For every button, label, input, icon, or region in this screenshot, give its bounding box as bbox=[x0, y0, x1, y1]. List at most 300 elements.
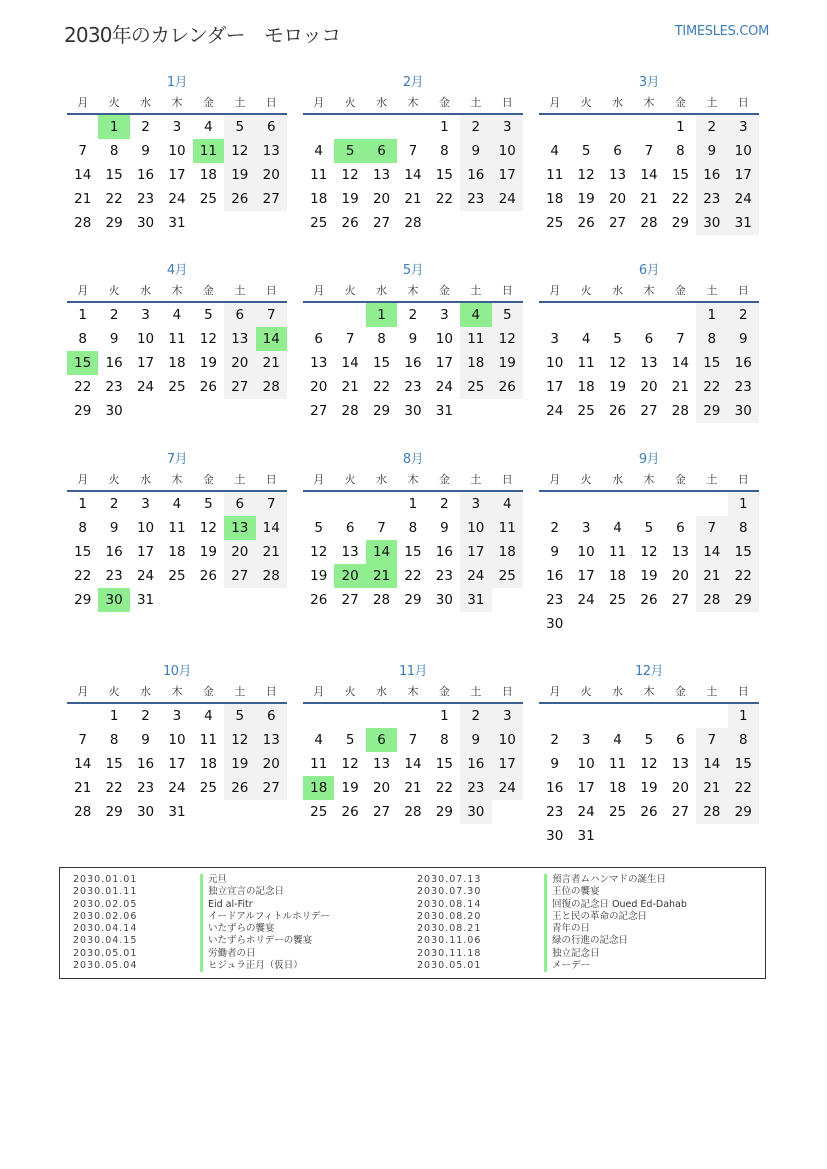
day-cell[interactable]: 16 bbox=[105, 355, 123, 371]
day-cell[interactable]: 4 bbox=[314, 143, 323, 159]
day-cell[interactable]: 17 bbox=[492, 163, 523, 187]
holiday-day-cell[interactable]: 21 bbox=[366, 564, 397, 588]
day-cell[interactable]: 3 bbox=[141, 496, 150, 512]
day-cell[interactable]: 7 bbox=[256, 303, 287, 327]
holiday-day-cell[interactable]: 13 bbox=[224, 516, 255, 540]
day-cell[interactable]: 26 bbox=[640, 804, 658, 820]
day-cell[interactable]: 9 bbox=[460, 728, 491, 752]
day-cell[interactable]: 11 bbox=[168, 331, 186, 347]
day-cell[interactable]: 29 bbox=[435, 804, 453, 820]
day-cell[interactable]: 2 bbox=[728, 303, 759, 327]
day-cell[interactable]: 19 bbox=[199, 355, 217, 371]
day-cell[interactable]: 26 bbox=[577, 215, 595, 231]
day-cell[interactable]: 30 bbox=[136, 804, 155, 820]
day-cell[interactable]: 8 bbox=[440, 143, 449, 159]
day-cell[interactable]: 8 bbox=[109, 143, 119, 159]
day-cell[interactable]: 18 bbox=[199, 756, 217, 772]
day-cell[interactable]: 26 bbox=[199, 568, 217, 584]
day-cell[interactable]: 13 bbox=[256, 139, 287, 163]
holiday-day-cell[interactable]: 30 bbox=[98, 588, 129, 612]
day-cell[interactable]: 27 bbox=[341, 592, 359, 608]
day-cell[interactable]: 2 bbox=[460, 704, 491, 728]
day-cell[interactable]: 18 bbox=[199, 167, 217, 183]
day-cell[interactable]: 19 bbox=[224, 163, 255, 187]
day-cell[interactable]: 26 bbox=[341, 215, 359, 231]
day-cell[interactable]: 24 bbox=[492, 187, 523, 211]
day-cell[interactable]: 2 bbox=[696, 115, 727, 139]
day-cell[interactable]: 7 bbox=[345, 331, 355, 347]
day-cell[interactable]: 21 bbox=[404, 780, 422, 796]
day-cell[interactable]: 28 bbox=[341, 403, 359, 419]
day-cell[interactable]: 6 bbox=[314, 331, 323, 347]
day-cell[interactable]: 14 bbox=[404, 756, 422, 772]
day-cell[interactable]: 26 bbox=[224, 187, 255, 211]
day-cell[interactable]: 12 bbox=[640, 544, 658, 560]
day-cell[interactable]: 18 bbox=[546, 191, 564, 207]
day-cell[interactable]: 27 bbox=[372, 804, 391, 820]
day-cell[interactable]: 16 bbox=[404, 355, 422, 371]
day-cell[interactable]: 26 bbox=[224, 776, 255, 800]
day-cell[interactable]: 2 bbox=[141, 708, 150, 724]
day-cell[interactable]: 16 bbox=[136, 167, 155, 183]
day-cell[interactable]: 12 bbox=[640, 756, 658, 772]
day-cell[interactable]: 1 bbox=[696, 303, 727, 327]
day-cell[interactable]: 14 bbox=[696, 540, 727, 564]
day-cell[interactable]: 1 bbox=[109, 708, 119, 724]
day-cell[interactable]: 27 bbox=[671, 804, 689, 820]
day-cell[interactable]: 19 bbox=[224, 752, 255, 776]
day-cell[interactable]: 2 bbox=[460, 115, 491, 139]
day-cell[interactable]: 16 bbox=[136, 756, 155, 772]
day-cell[interactable]: 11 bbox=[199, 732, 217, 748]
day-cell[interactable]: 22 bbox=[74, 568, 92, 584]
day-cell[interactable]: 10 bbox=[492, 139, 523, 163]
day-cell[interactable]: 24 bbox=[492, 776, 523, 800]
day-cell[interactable]: 9 bbox=[728, 327, 759, 351]
day-cell[interactable]: 23 bbox=[546, 592, 564, 608]
day-cell[interactable]: 24 bbox=[546, 403, 564, 419]
day-cell[interactable]: 4 bbox=[550, 143, 559, 159]
day-cell[interactable]: 19 bbox=[492, 351, 523, 375]
day-cell[interactable]: 22 bbox=[696, 375, 727, 399]
day-cell[interactable]: 23 bbox=[696, 187, 727, 211]
day-cell[interactable]: 30 bbox=[136, 215, 155, 231]
day-cell[interactable]: 16 bbox=[546, 780, 564, 796]
day-cell[interactable]: 13 bbox=[671, 756, 689, 772]
day-cell[interactable]: 7 bbox=[78, 732, 87, 748]
day-cell[interactable]: 23 bbox=[546, 804, 564, 820]
day-cell[interactable]: 18 bbox=[608, 780, 627, 796]
day-cell[interactable]: 21 bbox=[74, 780, 92, 796]
day-cell[interactable]: 17 bbox=[435, 355, 453, 371]
day-cell[interactable]: 2 bbox=[141, 119, 150, 135]
day-cell[interactable]: 10 bbox=[435, 331, 453, 347]
day-cell[interactable]: 29 bbox=[372, 403, 391, 419]
day-cell[interactable]: 25 bbox=[546, 215, 564, 231]
day-cell[interactable]: 23 bbox=[105, 568, 123, 584]
day-cell[interactable]: 3 bbox=[492, 115, 523, 139]
day-cell[interactable]: 1 bbox=[440, 119, 449, 135]
day-cell[interactable]: 31 bbox=[136, 592, 155, 608]
day-cell[interactable]: 10 bbox=[577, 544, 595, 560]
day-cell[interactable]: 6 bbox=[676, 732, 685, 748]
day-cell[interactable]: 8 bbox=[377, 331, 386, 347]
day-cell[interactable]: 29 bbox=[728, 800, 759, 824]
day-cell[interactable]: 14 bbox=[696, 752, 727, 776]
day-cell[interactable]: 28 bbox=[404, 804, 422, 820]
day-cell[interactable]: 30 bbox=[546, 828, 564, 844]
day-cell[interactable]: 7 bbox=[696, 516, 727, 540]
day-cell[interactable]: 31 bbox=[168, 215, 186, 231]
day-cell[interactable]: 18 bbox=[310, 191, 328, 207]
day-cell[interactable]: 7 bbox=[408, 732, 418, 748]
day-cell[interactable]: 4 bbox=[581, 331, 591, 347]
day-cell[interactable]: 21 bbox=[341, 379, 359, 395]
day-cell[interactable]: 15 bbox=[74, 544, 92, 560]
day-cell[interactable]: 3 bbox=[172, 119, 182, 135]
holiday-day-cell[interactable]: 14 bbox=[366, 540, 397, 564]
day-cell[interactable]: 29 bbox=[105, 215, 123, 231]
day-cell[interactable]: 9 bbox=[141, 732, 150, 748]
day-cell[interactable]: 14 bbox=[74, 167, 92, 183]
day-cell[interactable]: 28 bbox=[404, 215, 422, 231]
day-cell[interactable]: 17 bbox=[168, 167, 186, 183]
day-cell[interactable]: 13 bbox=[310, 355, 328, 371]
day-cell[interactable]: 24 bbox=[136, 379, 155, 395]
day-cell[interactable]: 29 bbox=[671, 215, 689, 231]
day-cell[interactable]: 9 bbox=[109, 331, 119, 347]
day-cell[interactable]: 19 bbox=[577, 191, 595, 207]
day-cell[interactable]: 15 bbox=[372, 355, 391, 371]
holiday-day-cell[interactable]: 6 bbox=[366, 728, 397, 752]
day-cell[interactable]: 22 bbox=[435, 191, 453, 207]
day-cell[interactable]: 14 bbox=[404, 167, 422, 183]
day-cell[interactable]: 24 bbox=[460, 564, 491, 588]
day-cell[interactable]: 20 bbox=[640, 379, 658, 395]
day-cell[interactable]: 19 bbox=[341, 191, 359, 207]
day-cell[interactable]: 15 bbox=[105, 756, 123, 772]
day-cell[interactable]: 6 bbox=[224, 303, 255, 327]
day-cell[interactable]: 3 bbox=[728, 115, 759, 139]
day-cell[interactable]: 17 bbox=[168, 756, 186, 772]
day-cell[interactable]: 10 bbox=[168, 732, 186, 748]
day-cell[interactable]: 20 bbox=[256, 163, 287, 187]
day-cell[interactable]: 4 bbox=[172, 496, 182, 512]
day-cell[interactable]: 22 bbox=[372, 379, 391, 395]
day-cell[interactable]: 18 bbox=[608, 568, 627, 584]
day-cell[interactable]: 24 bbox=[168, 780, 186, 796]
day-cell[interactable]: 6 bbox=[256, 115, 287, 139]
day-cell[interactable]: 14 bbox=[341, 355, 359, 371]
day-cell[interactable]: 4 bbox=[492, 492, 523, 516]
day-cell[interactable]: 15 bbox=[105, 167, 123, 183]
day-cell[interactable]: 12 bbox=[199, 520, 217, 536]
day-cell[interactable]: 7 bbox=[408, 143, 418, 159]
day-cell[interactable]: 11 bbox=[310, 167, 328, 183]
day-cell[interactable]: 5 bbox=[581, 143, 591, 159]
day-cell[interactable]: 23 bbox=[460, 187, 491, 211]
day-cell[interactable]: 18 bbox=[460, 351, 491, 375]
day-cell[interactable]: 8 bbox=[440, 732, 449, 748]
day-cell[interactable]: 19 bbox=[199, 544, 217, 560]
day-cell[interactable]: 24 bbox=[577, 804, 595, 820]
day-cell[interactable]: 26 bbox=[640, 592, 658, 608]
day-cell[interactable]: 23 bbox=[460, 776, 491, 800]
holiday-day-cell[interactable]: 1 bbox=[98, 115, 129, 139]
day-cell[interactable]: 30 bbox=[404, 403, 422, 419]
day-cell[interactable]: 5 bbox=[345, 732, 355, 748]
day-cell[interactable]: 20 bbox=[608, 191, 627, 207]
day-cell[interactable]: 16 bbox=[728, 351, 759, 375]
day-cell[interactable]: 11 bbox=[608, 756, 627, 772]
day-cell[interactable]: 23 bbox=[136, 191, 155, 207]
day-cell[interactable]: 12 bbox=[608, 355, 627, 371]
day-cell[interactable]: 29 bbox=[728, 588, 759, 612]
day-cell[interactable]: 19 bbox=[608, 379, 627, 395]
day-cell[interactable]: 17 bbox=[136, 544, 155, 560]
day-cell[interactable]: 5 bbox=[613, 331, 622, 347]
day-cell[interactable]: 10 bbox=[168, 143, 186, 159]
day-cell[interactable]: 15 bbox=[696, 351, 727, 375]
day-cell[interactable]: 27 bbox=[310, 403, 328, 419]
day-cell[interactable]: 21 bbox=[256, 351, 287, 375]
day-cell[interactable]: 25 bbox=[168, 568, 186, 584]
day-cell[interactable]: 24 bbox=[168, 191, 186, 207]
day-cell[interactable]: 23 bbox=[136, 780, 155, 796]
day-cell[interactable]: 24 bbox=[728, 187, 759, 211]
day-cell[interactable]: 4 bbox=[172, 307, 182, 323]
day-cell[interactable]: 11 bbox=[168, 520, 186, 536]
day-cell[interactable]: 27 bbox=[256, 776, 287, 800]
day-cell[interactable]: 2 bbox=[550, 732, 559, 748]
day-cell[interactable]: 17 bbox=[577, 568, 595, 584]
day-cell[interactable]: 5 bbox=[224, 115, 255, 139]
day-cell[interactable]: 30 bbox=[728, 399, 759, 423]
day-cell[interactable]: 28 bbox=[696, 800, 727, 824]
day-cell[interactable]: 9 bbox=[550, 544, 559, 560]
day-cell[interactable]: 16 bbox=[460, 163, 491, 187]
day-cell[interactable]: 30 bbox=[105, 403, 123, 419]
day-cell[interactable]: 7 bbox=[676, 331, 685, 347]
day-cell[interactable]: 8 bbox=[728, 728, 759, 752]
day-cell[interactable]: 5 bbox=[204, 307, 213, 323]
day-cell[interactable]: 22 bbox=[74, 379, 92, 395]
day-cell[interactable]: 1 bbox=[440, 708, 449, 724]
day-cell[interactable]: 12 bbox=[492, 327, 523, 351]
day-cell[interactable]: 10 bbox=[460, 516, 491, 540]
day-cell[interactable]: 7 bbox=[696, 728, 727, 752]
day-cell[interactable]: 22 bbox=[728, 776, 759, 800]
day-cell[interactable]: 7 bbox=[78, 143, 87, 159]
day-cell[interactable]: 17 bbox=[728, 163, 759, 187]
day-cell[interactable]: 4 bbox=[613, 520, 622, 536]
day-cell[interactable]: 29 bbox=[404, 592, 422, 608]
day-cell[interactable]: 27 bbox=[608, 215, 627, 231]
day-cell[interactable]: 9 bbox=[141, 143, 150, 159]
day-cell[interactable]: 20 bbox=[256, 752, 287, 776]
day-cell[interactable]: 16 bbox=[546, 568, 564, 584]
day-cell[interactable]: 29 bbox=[74, 592, 92, 608]
day-cell[interactable]: 26 bbox=[341, 804, 359, 820]
day-cell[interactable]: 18 bbox=[577, 379, 595, 395]
day-cell[interactable]: 6 bbox=[676, 520, 685, 536]
day-cell[interactable]: 28 bbox=[256, 375, 287, 399]
day-cell[interactable]: 20 bbox=[224, 351, 255, 375]
day-cell[interactable]: 25 bbox=[577, 403, 595, 419]
day-cell[interactable]: 13 bbox=[671, 544, 689, 560]
day-cell[interactable]: 1 bbox=[78, 307, 87, 323]
day-cell[interactable]: 27 bbox=[224, 564, 255, 588]
day-cell[interactable]: 30 bbox=[696, 211, 727, 235]
day-cell[interactable]: 3 bbox=[550, 331, 559, 347]
day-cell[interactable]: 15 bbox=[671, 167, 689, 183]
day-cell[interactable]: 4 bbox=[314, 732, 323, 748]
day-cell[interactable]: 7 bbox=[377, 520, 386, 536]
day-cell[interactable]: 22 bbox=[404, 568, 422, 584]
day-cell[interactable]: 21 bbox=[404, 191, 422, 207]
day-cell[interactable]: 18 bbox=[168, 355, 186, 371]
day-cell[interactable]: 3 bbox=[460, 492, 491, 516]
day-cell[interactable]: 14 bbox=[256, 516, 287, 540]
day-cell[interactable]: 12 bbox=[341, 167, 359, 183]
day-cell[interactable]: 27 bbox=[372, 215, 391, 231]
day-cell[interactable]: 21 bbox=[671, 379, 689, 395]
day-cell[interactable]: 9 bbox=[460, 139, 491, 163]
day-cell[interactable]: 6 bbox=[644, 331, 654, 347]
day-cell[interactable]: 28 bbox=[256, 564, 287, 588]
day-cell[interactable]: 12 bbox=[577, 167, 595, 183]
day-cell[interactable]: 12 bbox=[224, 728, 255, 752]
day-cell[interactable]: 1 bbox=[676, 119, 685, 135]
day-cell[interactable]: 13 bbox=[640, 355, 658, 371]
day-cell[interactable]: 4 bbox=[204, 119, 213, 135]
day-cell[interactable]: 10 bbox=[728, 139, 759, 163]
day-cell[interactable]: 25 bbox=[310, 215, 328, 231]
day-cell[interactable]: 29 bbox=[105, 804, 123, 820]
day-cell[interactable]: 6 bbox=[345, 520, 355, 536]
day-cell[interactable]: 19 bbox=[310, 568, 328, 584]
day-cell[interactable]: 16 bbox=[460, 752, 491, 776]
day-cell[interactable]: 13 bbox=[608, 167, 627, 183]
day-cell[interactable]: 4 bbox=[204, 708, 213, 724]
holiday-day-cell[interactable]: 20 bbox=[334, 564, 365, 588]
day-cell[interactable]: 13 bbox=[256, 728, 287, 752]
day-cell[interactable]: 3 bbox=[440, 307, 449, 323]
day-cell[interactable]: 8 bbox=[78, 331, 87, 347]
day-cell[interactable]: 31 bbox=[460, 588, 491, 612]
day-cell[interactable]: 20 bbox=[372, 780, 391, 796]
day-cell[interactable]: 24 bbox=[577, 592, 595, 608]
day-cell[interactable]: 21 bbox=[696, 564, 727, 588]
day-cell[interactable]: 10 bbox=[577, 756, 595, 772]
day-cell[interactable]: 28 bbox=[372, 592, 391, 608]
day-cell[interactable]: 25 bbox=[199, 780, 217, 796]
day-cell[interactable]: 10 bbox=[546, 355, 564, 371]
day-cell[interactable]: 3 bbox=[172, 708, 182, 724]
day-cell[interactable]: 20 bbox=[372, 191, 391, 207]
day-cell[interactable]: 8 bbox=[676, 143, 685, 159]
day-cell[interactable]: 15 bbox=[435, 756, 453, 772]
day-cell[interactable]: 1 bbox=[408, 496, 418, 512]
holiday-day-cell[interactable]: 18 bbox=[303, 776, 334, 800]
day-cell[interactable]: 3 bbox=[581, 520, 591, 536]
day-cell[interactable]: 3 bbox=[141, 307, 150, 323]
day-cell[interactable]: 10 bbox=[136, 331, 155, 347]
day-cell[interactable]: 20 bbox=[671, 780, 689, 796]
day-cell[interactable]: 9 bbox=[109, 520, 119, 536]
day-cell[interactable]: 23 bbox=[404, 379, 422, 395]
day-cell[interactable]: 15 bbox=[728, 752, 759, 776]
day-cell[interactable]: 30 bbox=[435, 592, 453, 608]
day-cell[interactable]: 24 bbox=[435, 379, 453, 395]
day-cell[interactable]: 31 bbox=[577, 828, 595, 844]
holiday-day-cell[interactable]: 6 bbox=[366, 139, 397, 163]
day-cell[interactable]: 19 bbox=[640, 568, 658, 584]
day-cell[interactable]: 25 bbox=[199, 191, 217, 207]
day-cell[interactable]: 11 bbox=[608, 544, 627, 560]
day-cell[interactable]: 9 bbox=[440, 520, 449, 536]
day-cell[interactable]: 13 bbox=[341, 544, 359, 560]
day-cell[interactable]: 25 bbox=[608, 804, 627, 820]
day-cell[interactable]: 18 bbox=[168, 544, 186, 560]
day-cell[interactable]: 5 bbox=[314, 520, 323, 536]
day-cell[interactable]: 28 bbox=[696, 588, 727, 612]
day-cell[interactable]: 6 bbox=[256, 704, 287, 728]
day-cell[interactable]: 28 bbox=[74, 804, 92, 820]
day-cell[interactable]: 25 bbox=[168, 379, 186, 395]
day-cell[interactable]: 15 bbox=[435, 167, 453, 183]
day-cell[interactable]: 9 bbox=[408, 331, 418, 347]
day-cell[interactable]: 21 bbox=[74, 191, 92, 207]
day-cell[interactable]: 21 bbox=[640, 191, 658, 207]
day-cell[interactable]: 2 bbox=[440, 496, 449, 512]
day-cell[interactable]: 5 bbox=[204, 496, 213, 512]
day-cell[interactable]: 11 bbox=[546, 167, 564, 183]
day-cell[interactable]: 27 bbox=[256, 187, 287, 211]
holiday-day-cell[interactable]: 1 bbox=[366, 303, 397, 327]
day-cell[interactable]: 21 bbox=[696, 776, 727, 800]
day-cell[interactable]: 12 bbox=[341, 756, 359, 772]
day-cell[interactable]: 1 bbox=[78, 496, 87, 512]
day-cell[interactable]: 13 bbox=[224, 327, 255, 351]
day-cell[interactable]: 9 bbox=[696, 139, 727, 163]
day-cell[interactable]: 23 bbox=[435, 568, 453, 584]
day-cell[interactable]: 8 bbox=[696, 327, 727, 351]
day-cell[interactable]: 25 bbox=[310, 804, 328, 820]
day-cell[interactable]: 20 bbox=[310, 379, 328, 395]
day-cell[interactable]: 2 bbox=[109, 307, 119, 323]
day-cell[interactable]: 10 bbox=[136, 520, 155, 536]
day-cell[interactable]: 2 bbox=[550, 520, 559, 536]
day-cell[interactable]: 10 bbox=[492, 728, 523, 752]
day-cell[interactable]: 17 bbox=[492, 752, 523, 776]
holiday-day-cell[interactable]: 11 bbox=[193, 139, 224, 163]
day-cell[interactable]: 12 bbox=[224, 139, 255, 163]
day-cell[interactable]: 1 bbox=[728, 704, 759, 728]
day-cell[interactable]: 1 bbox=[728, 492, 759, 516]
day-cell[interactable]: 5 bbox=[644, 732, 654, 748]
day-cell[interactable]: 25 bbox=[460, 375, 491, 399]
day-cell[interactable]: 15 bbox=[404, 544, 422, 560]
day-cell[interactable]: 21 bbox=[256, 540, 287, 564]
day-cell[interactable]: 30 bbox=[546, 616, 564, 632]
day-cell[interactable]: 26 bbox=[608, 403, 627, 419]
day-cell[interactable]: 6 bbox=[613, 143, 622, 159]
day-cell[interactable]: 15 bbox=[728, 540, 759, 564]
holiday-day-cell[interactable]: 15 bbox=[67, 351, 98, 375]
day-cell[interactable]: 22 bbox=[435, 780, 453, 796]
day-cell[interactable]: 18 bbox=[492, 540, 523, 564]
